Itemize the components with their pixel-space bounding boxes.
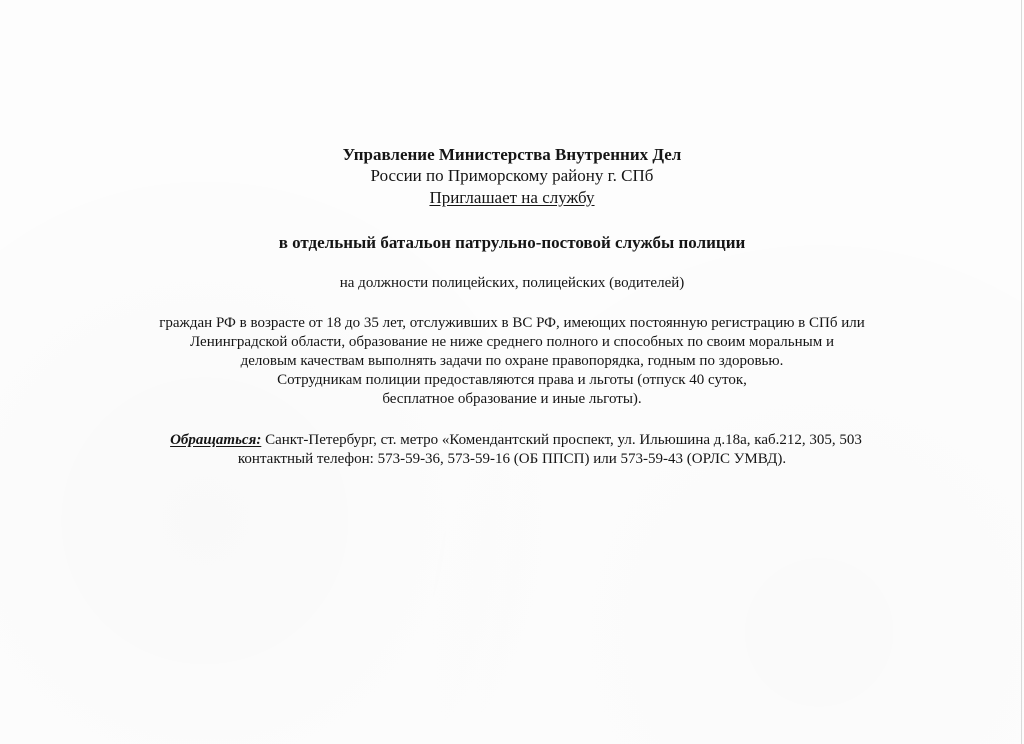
invitation-line — [0, 188, 1024, 208]
contact-address-line — [0, 431, 1024, 450]
positions-line: на должности полицейских, полицейских (водителей) — [339, 275, 685, 291]
contact-address: Санкт-Петербург, ст. метро «Комендантский проспект, ул. Ильюшина д.18а, каб.212, 305, 503 — [261, 432, 862, 448]
unit-title: в отдельный батальон патрульно-постовой службы полиции — [278, 233, 746, 252]
requirements-paragraph — [0, 314, 1024, 409]
requirements-line-3: деловым качествам выполнять задачи по охране правопорядка, годным по здоровью. — [240, 353, 784, 369]
contact-phones: контактный телефон: 573-59-36, 573-59-16 (ОБ ППСП) или 573-59-43 (ОРЛС УМВД). — [237, 451, 787, 467]
requirements-line-1: граждан РФ в возрасте от 18 до 35 лет, отслуживших в ВС РФ, имеющих постоянную регистрацию в СПб или — [159, 315, 865, 331]
requirements-line-2: Ленинградской области, образование не ниже среднего полного и способных по своим моральным и — [189, 334, 835, 350]
organization-title: Управление Министерства Внутренних Дел — [342, 145, 682, 164]
invitation-text: Приглашает на службу — [429, 188, 595, 207]
region-title: России по Приморскому району г. СПб — [370, 166, 654, 185]
benefits-line-2: бесплатное образование и иные льготы). — [382, 391, 642, 407]
contact-block — [0, 431, 1024, 469]
benefits-line-1: Сотрудникам полиции предоставляются права и льготы (отпуск 40 суток, — [277, 372, 747, 388]
apply-label: Обращаться: — [170, 432, 262, 448]
